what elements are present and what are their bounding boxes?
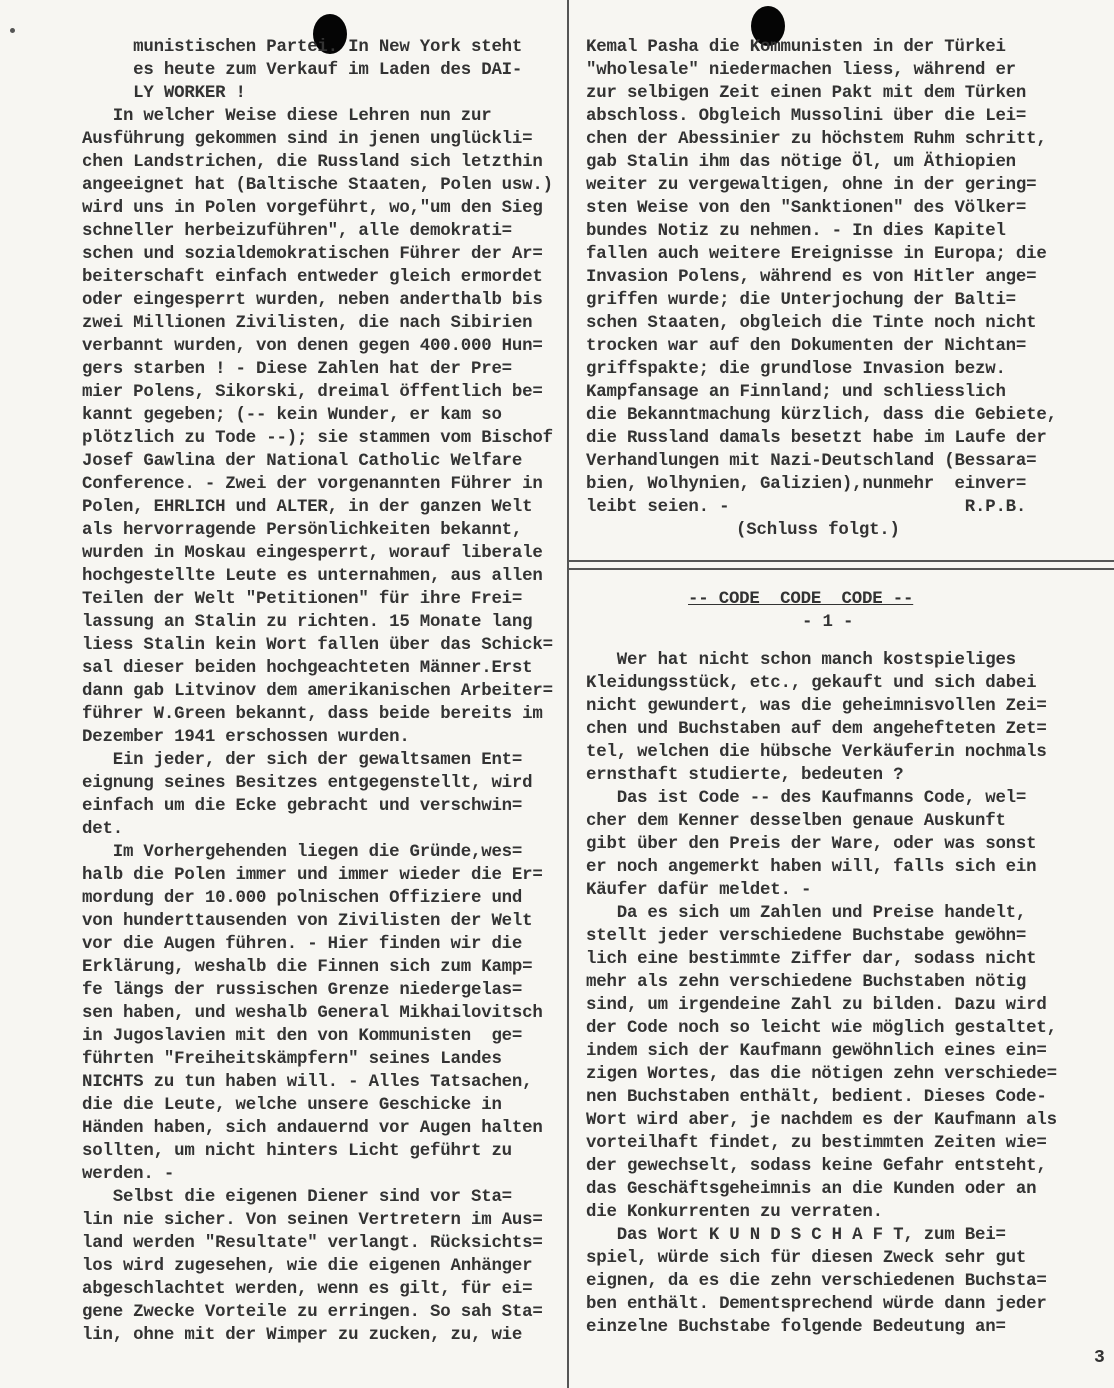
text-line: gers starben ! - Diese Zahlen hat der Pre=: [82, 360, 512, 379]
text-line: es heute zum Verkauf im Laden des DAI-: [82, 61, 523, 80]
text-line: mordung der 10.000 polnischen Offiziere und: [82, 889, 523, 908]
text-line: abgeschlachtet werden, wenn es gilt, für ei=: [82, 1280, 533, 1299]
text-line: fe längs der russischen Grenze niedergelas=: [82, 981, 523, 1000]
text-line: führer W.Green bekannt, dass beide bereits im: [82, 705, 543, 724]
text-line: die Bekanntmachung kürzlich, dass die Gebiete,: [586, 406, 1057, 425]
text-line: Kemal Pasha die Kommunisten in der Türkei: [586, 38, 1006, 57]
text-line: zur selbigen Zeit einen Pakt mit dem Türken: [586, 84, 1027, 103]
text-line: einfach um die Ecke gebracht und verschwin=: [82, 797, 523, 816]
corner-speck: [10, 28, 15, 33]
text-line: chen Landstrichen, die Russland sich letzthin: [82, 153, 543, 172]
text-line: der gewechselt, sodass keine Gefahr entsteht,: [586, 1157, 1047, 1176]
text-line: Da es sich um Zahlen und Preise handelt,: [586, 904, 1027, 923]
text-line: abschloss. Obgleich Mussolini über die Lei=: [586, 107, 1027, 126]
text-line: stellt jeder verschiedene Buchstabe gewöhn=: [586, 927, 1027, 946]
right-column: [586, 36, 1106, 1339]
text-line: gab Stalin ihm das nötige Öl, um Äthiopien: [586, 153, 1016, 172]
text-line: Conference. - Zwei der vorgenannten Führer in: [82, 475, 543, 494]
left-column: [82, 36, 554, 1347]
text-line: LY WORKER !: [82, 84, 246, 103]
text-line: Wer hat nicht schon manch kostspieliges: [586, 651, 1016, 670]
text-line: lin, ohne mit der Wimper zu zucken, zu, wie: [82, 1326, 523, 1345]
section-number: - 1 -: [802, 613, 854, 632]
text-line: Ein jeder, der sich der gewaltsamen Ent=: [82, 751, 523, 770]
text-line: sten Weise von den "Sanktionen" des Völker=: [586, 199, 1027, 218]
text-line: schen und sozialdemokratischen Führer der Ar=: [82, 245, 543, 264]
text-line: schneller herbeizuführen", alle demokrati=: [82, 222, 512, 241]
text-line: lassung an Stalin zu richten. 15 Monate lang: [82, 613, 533, 632]
text-line: Selbst die eigenen Diener sind vor Sta=: [82, 1188, 512, 1207]
text-line: NICHTS zu tun haben will. - Alles Tatsachen,: [82, 1073, 533, 1092]
text-line: lin nie sicher. Von seinen Vertretern im Aus=: [82, 1211, 543, 1230]
section-title: -- CODE CODE CODE --: [688, 590, 914, 609]
text-line: Teilen der Welt "Petitionen" für ihre Frei=: [82, 590, 523, 609]
text-line: kannt gegeben; (-- kein Wunder, er kam so: [82, 406, 502, 425]
text-line: mehr als zehn verschiedene Buchstaben nötig: [586, 973, 1027, 992]
text-line: sollten, um nicht hinters Licht geführt zu: [82, 1142, 512, 1161]
text-line: chen und Buchstaben auf dem angehefteten Zet=: [586, 720, 1047, 739]
text-line: Josef Gawlina der National Catholic Welfare: [82, 452, 523, 471]
text-line: von hunderttausenden von Zivilisten der Welt: [82, 912, 533, 931]
text-line: Das Wort K U N D S C H A F T, zum Bei=: [586, 1226, 1006, 1245]
text-line: wurden in Moskau eingesperrt, worauf liberale: [82, 544, 543, 563]
text-line: gene Zwecke Vorteile zu erringen. So sah Sta=: [82, 1303, 543, 1322]
text-line: er noch angemerkt haben will, falls sich ein: [586, 858, 1037, 877]
text-line: cher dem Kenner desselben genaue Auskunft: [586, 812, 1006, 831]
text-line: "wholesale" niedermachen liess, während er: [586, 61, 1016, 80]
text-line: der Code noch so leicht wie möglich gestaltet,: [586, 1019, 1057, 1038]
text-line: Kampfansage an Finnland; und schliesslich: [586, 383, 1006, 402]
text-line: fallen auch weitere Ereignisse in Europa; die: [586, 245, 1047, 264]
text-line: Verhandlungen mit Nazi-Deutschland (Bessara=: [586, 452, 1037, 471]
text-line: eignung seines Besitzes entgegenstellt, wird: [82, 774, 533, 793]
text-line: griffen wurde; die Unterjochung der Balti=: [586, 291, 1016, 310]
text-line: tel, welchen die hübsche Verkäuferin nochmals: [586, 743, 1047, 762]
text-line: indem sich der Kaufmann gewöhnlich eines ein=: [586, 1042, 1047, 1061]
signoff: (Schluss folgt.): [736, 521, 900, 540]
text-line: trocken war auf den Dokumenten der Nichtan=: [586, 337, 1027, 356]
text-line: Erklärung, weshalb die Finnen sich zum Kamp=: [82, 958, 533, 977]
text-line: leibt seien. - R.P.B.: [586, 498, 1027, 517]
text-line: verbannt wurden, von denen gegen 400.000 Hun=: [82, 337, 543, 356]
text-line: Im Vorhergehenden liegen die Gründe,wes=: [82, 843, 523, 862]
text-line: ernsthaft studierte, bedeuten ?: [586, 766, 904, 785]
text-line: liess Stalin kein Wort fallen über das Schick=: [82, 636, 553, 655]
text-line: griffspakte; die grundlose Invasion bezw.: [586, 360, 1006, 379]
text-line: Wort wird aber, je nachdem es der Kaufmann als: [586, 1111, 1057, 1130]
text-line: nen Buchstaben enthält, bedient. Dieses Code-: [586, 1088, 1047, 1107]
text-line: wird uns in Polen vorgeführt, wo,"um den Sieg: [82, 199, 543, 218]
text-line: Kleidungsstück, etc., gekauft und sich dabei: [586, 674, 1037, 693]
text-line: führten "Freiheitskämpfern" seines Landes: [82, 1050, 502, 1069]
text-line: die Konkurrenten zu verraten.: [586, 1203, 883, 1222]
text-line: In welcher Weise diese Lehren nun zur: [82, 107, 492, 126]
text-line: Dezember 1941 erschossen wurden.: [82, 728, 410, 747]
text-line: spiel, würde sich für diesen Zweck sehr gut: [586, 1249, 1027, 1268]
text-line: sal dieser beiden hochgeachteten Männer.Erst: [82, 659, 533, 678]
text-line: hochgestellte Leute es unternahmen, aus allen: [82, 567, 543, 586]
text-line: bien, Wolhynien, Galizien),nunmehr einver=: [586, 475, 1027, 494]
text-line: schen Staaten, obgleich die Tinte noch nicht: [586, 314, 1037, 333]
text-line: land werden "Resultate" verlangt. Rücksichts=: [82, 1234, 543, 1253]
text-line: mier Polens, Sikorski, dreimal öffentlich be=: [82, 383, 543, 402]
text-line: Polen, EHRLICH und ALTER, in der ganzen Welt: [82, 498, 533, 517]
right-column-top-text: [586, 36, 1106, 519]
text-line: det.: [82, 820, 123, 839]
text-line: ben enthält. Dementsprechend würde dann jeder: [586, 1295, 1047, 1314]
text-line: los wird zugesehen, wie die eigenen Anhänger: [82, 1257, 533, 1276]
text-line: weiter zu vergewaltigen, ohne in der gering=: [586, 176, 1037, 195]
text-line: zigen Wortes, das die nötigen zehn verschiede=: [586, 1065, 1057, 1084]
text-line: Ausführung gekommen sind in jenen unglückli=: [82, 130, 533, 149]
text-line: zwei Millionen Zivilisten, die nach Sibirien: [82, 314, 533, 333]
text-line: chen der Abessinier zu höchstem Ruhm schritt,: [586, 130, 1047, 149]
text-line: sind, um irgendeine Zahl zu bilden. Dazu wird: [586, 996, 1047, 1015]
text-line: plötzlich zu Tode --); sie stammen vom Bischof: [82, 429, 553, 448]
right-column-bottom-text: [586, 649, 1106, 1339]
text-line: nicht gewundert, was die geheimnisvollen Zei=: [586, 697, 1047, 716]
text-line: Invasion Polens, während es von Hitler ange=: [586, 268, 1037, 287]
text-line: die die Leute, welche unsere Geschicke in: [82, 1096, 502, 1115]
text-line: Händen haben, sich andauernd vor Augen halten: [82, 1119, 543, 1138]
text-line: angeeignet hat (Baltische Staaten, Polen usw.): [82, 176, 553, 195]
text-line: in Jugoslavien mit den von Kommunisten ge=: [82, 1027, 523, 1046]
text-line: das Geschäftsgeheimnis an die Kunden oder an: [586, 1180, 1037, 1199]
text-line: Das ist Code -- des Kaufmanns Code, wel=: [586, 789, 1027, 808]
text-line: oder eingesperrt wurden, neben anderthalb bis: [82, 291, 543, 310]
text-line: werden. -: [82, 1165, 175, 1184]
text-line: sen haben, und weshalb General Mikhailovitsch: [82, 1004, 543, 1023]
text-line: die Russland damals besetzt habe im Laufe der: [586, 429, 1047, 448]
page-number: 3: [1094, 1348, 1105, 1368]
text-line: als hervorragende Persönlichkeiten bekannt,: [82, 521, 523, 540]
text-line: vor die Augen führen. - Hier finden wir die: [82, 935, 523, 954]
text-line: eignen, da es die zehn verschiedenen Buchsta=: [586, 1272, 1047, 1291]
text-line: bundes Notiz zu nehmen. - In dies Kapitel: [586, 222, 1006, 241]
text-line: vorteilhaft findet, zu bestimmten Zeiten wie=: [586, 1134, 1047, 1153]
text-line: lich eine bestimmte Ziffer dar, sodass nicht: [586, 950, 1037, 969]
text-line: dann gab Litvinov dem amerikanischen Arbeiter=: [82, 682, 553, 701]
text-line: beiterschaft einfach entweder gleich ermordet: [82, 268, 543, 287]
text-line: munistischen Partei. In New York steht: [82, 38, 523, 57]
column-divider: [567, 0, 569, 1388]
text-line: einzelne Buchstabe folgende Bedeutung an=: [586, 1318, 1006, 1337]
text-line: gibt über den Preis der Ware, oder was sonst: [586, 835, 1037, 854]
text-line: halb die Polen immer und immer wieder die Er=: [82, 866, 543, 885]
text-line: Käufer dafür meldet. -: [586, 881, 812, 900]
